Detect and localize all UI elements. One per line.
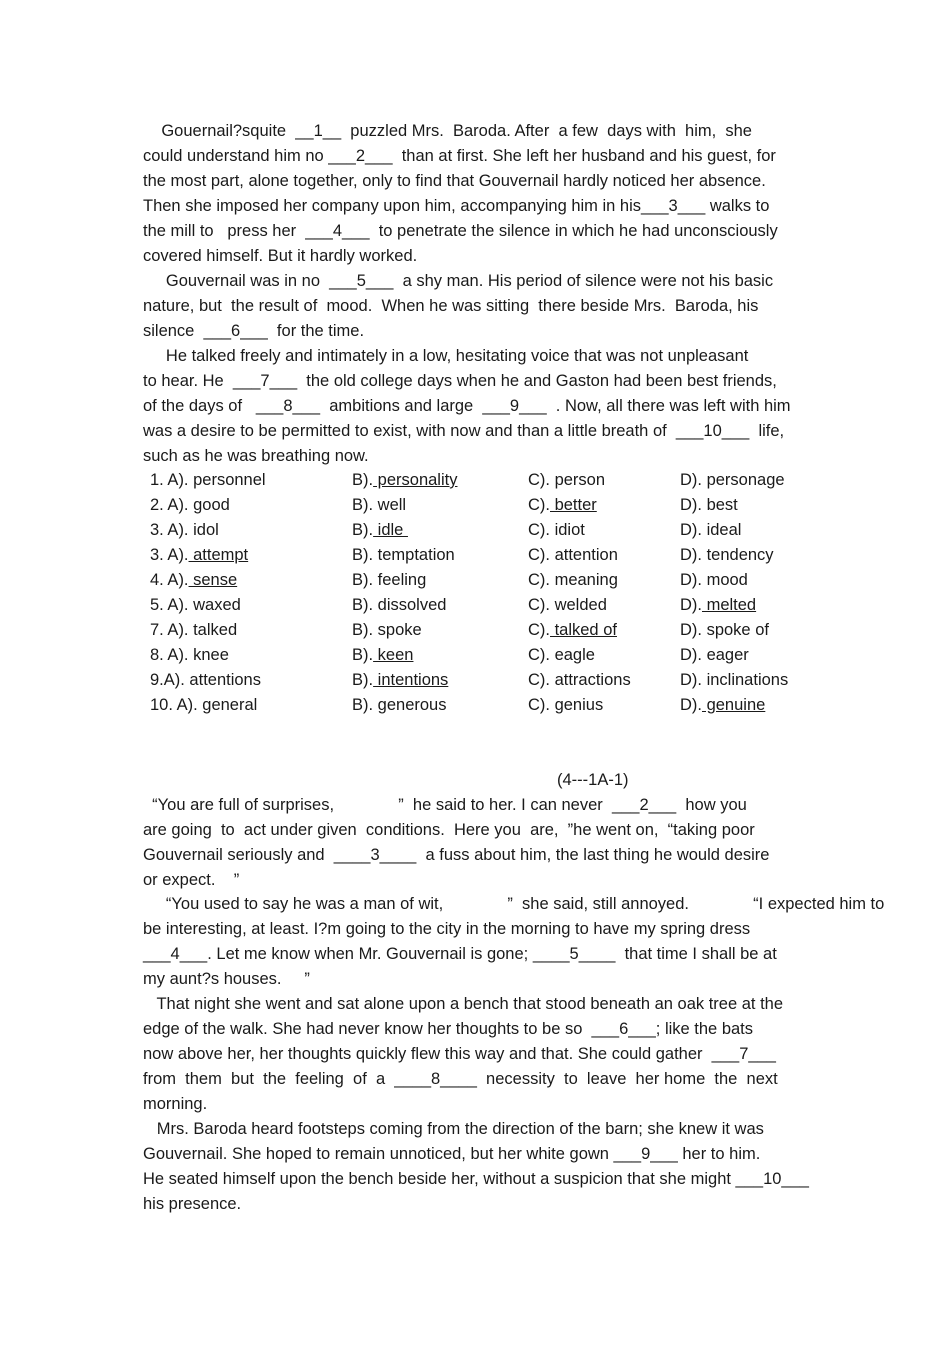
option-label: D). tendency — [680, 546, 774, 564]
option-label: B). — [352, 646, 374, 664]
option-d — [680, 695, 765, 715]
passage-2-line: Mrs. Baroda heard footsteps coming from the direction of the barn; she knew it was — [143, 1120, 764, 1138]
option-label: D). inclinations — [680, 671, 789, 689]
option-answer: melted — [702, 596, 757, 614]
option-b — [352, 620, 422, 640]
option-label: D). best — [680, 496, 738, 514]
option-label: D). eager — [680, 646, 749, 664]
passage-1-line: was a desire to be permitted to exist, with now and than a little breath of ___10___ life, — [143, 422, 785, 440]
passage-2-line: “You are full of surprises, ” he said to her. I can never ___2___ how you — [143, 796, 747, 814]
option-label: 1. A). personnel — [150, 471, 266, 489]
option-d — [680, 545, 774, 565]
option-label: 9.A). attentions — [150, 671, 261, 689]
option-num — [150, 570, 237, 590]
option-num — [150, 670, 261, 690]
passage-2-line: edge of the walk. She had never know her thoughts to be so ___6___; like the bats — [143, 1020, 754, 1038]
option-b — [352, 495, 406, 515]
option-label: 5. A). waxed — [150, 596, 241, 614]
option-c — [528, 520, 585, 540]
option-d — [680, 595, 756, 615]
passage-2-line: are going to act under given conditions. Here you are, ”he went on, “taking poor — [143, 821, 755, 839]
option-label: C). genius — [528, 696, 604, 714]
option-answer: intentions — [373, 671, 449, 689]
option-b — [352, 470, 457, 490]
passage-2-line: “You used to say he was a man of wit, ” she said, still annoyed. “I expected him to — [143, 895, 885, 913]
passage-2-line: Gouvernail. She hoped to remain unnoticed, but her white gown ___9___ her to him. — [143, 1145, 761, 1163]
option-label: C). — [528, 496, 550, 514]
option-label: C). attention — [528, 546, 618, 564]
option-label: B). dissolved — [352, 596, 447, 614]
option-c — [528, 470, 605, 490]
passage-1-line: Gouvernail was in no ___5___ a shy man. His period of silence were not his basic — [143, 272, 774, 290]
passage-2-line: Gouvernail seriously and ____3____ a fuss about him, the last thing he would desire — [143, 846, 770, 864]
option-c — [528, 620, 617, 640]
option-label: 3. A). — [150, 546, 189, 564]
option-b — [352, 595, 446, 615]
option-label: C). — [528, 621, 550, 639]
option-label: B). generous — [352, 696, 447, 714]
option-label: B). — [352, 471, 374, 489]
option-b — [352, 645, 413, 665]
option-num — [150, 545, 248, 565]
option-label: 3. A). idol — [150, 521, 219, 539]
passage-2-line: my aunt?s houses. ” — [143, 970, 310, 988]
passage-2-line: morning. — [143, 1095, 208, 1113]
option-label: D). mood — [680, 571, 748, 589]
passage-1-line: such as he was breathing now. — [143, 447, 369, 465]
option-b — [352, 520, 408, 540]
option-num — [150, 645, 229, 665]
option-c — [528, 495, 597, 515]
option-num — [150, 620, 237, 640]
option-label: C). eagle — [528, 646, 595, 664]
option-c — [528, 570, 618, 590]
option-num — [150, 695, 257, 715]
option-answer: keen — [373, 646, 414, 664]
passage-1-line: nature, but the result of mood. When he was sitting there beside Mrs. Baroda, his — [143, 297, 759, 315]
passage-1-line: covered himself. But it hardly worked. — [143, 247, 418, 265]
option-label: 4. A). — [150, 571, 189, 589]
passage-1-line: of the days of ___8___ ambitions and large ___9___ . Now, all there was left with him — [143, 397, 791, 415]
option-d — [680, 570, 748, 590]
option-label: B). well — [352, 496, 407, 514]
passage-1-line: Gouernail?squite __1__ puzzled Mrs. Baroda. After a few days with him, she — [143, 122, 752, 140]
passage-1-line: to hear. He ___7___ the old college days when he and Gaston had been best friends, — [143, 372, 777, 390]
option-label: B). spoke — [352, 621, 422, 639]
option-answer: personality — [373, 471, 458, 489]
option-label: C). idiot — [528, 521, 585, 539]
option-label: D). — [680, 596, 702, 614]
passage-2-line: ___4___. Let me know when Mr. Gouvernail is gone; ____5____ that time I shall be at — [143, 945, 777, 963]
option-label: D). — [680, 696, 702, 714]
option-d — [680, 670, 788, 690]
option-d — [680, 620, 769, 640]
option-label: B). — [352, 671, 374, 689]
passage-1-line: Then she imposed her company upon him, accompanying him in his___3___ walks to — [143, 197, 770, 215]
passage-2-line: That night she went and sat alone upon a bench that stood beneath an oak tree at the — [143, 995, 784, 1013]
option-label: B). feeling — [352, 571, 427, 589]
passage-1-line: the most part, alone together, only to find that Gouvernail hardly noticed her absence. — [143, 172, 766, 190]
passage-2-line: now above her, her thoughts quickly flew this way and that. She could gather ___7___ — [143, 1045, 776, 1063]
passage-1-line: could understand him no ___2___ than at first. She left her husband and his guest, for — [143, 147, 776, 165]
passage-2-line: or expect. ” — [143, 871, 240, 889]
option-label: D). ideal — [680, 521, 742, 539]
passage-2-line: He seated himself upon the bench beside her, without a suspicion that she might ___10___ — [143, 1170, 809, 1188]
option-label: 8. A). knee — [150, 646, 229, 664]
option-label: C). attractions — [528, 671, 631, 689]
option-b — [352, 695, 446, 715]
passage-2-line: be interesting, at least. I?m going to the city in the morning to have my spring dress — [143, 920, 751, 938]
option-label: D). personage — [680, 471, 785, 489]
option-c — [528, 695, 603, 715]
option-b — [352, 545, 455, 565]
option-d — [680, 495, 738, 515]
section-header: (4---1A-1) — [557, 771, 629, 789]
option-num — [150, 520, 219, 540]
option-d — [680, 470, 785, 490]
option-label: C). person — [528, 471, 606, 489]
option-label: 2. A). good — [150, 496, 230, 514]
option-label: D). spoke of — [680, 621, 769, 639]
option-num — [150, 495, 230, 515]
option-label: 7. A). talked — [150, 621, 238, 639]
option-answer: genuine — [702, 696, 766, 714]
option-label: C). welded — [528, 596, 607, 614]
option-d — [680, 520, 741, 540]
option-num — [150, 595, 241, 615]
option-label: C). meaning — [528, 571, 618, 589]
option-answer: better — [550, 496, 597, 514]
option-label: B). temptation — [352, 546, 455, 564]
option-answer: talked of — [550, 621, 617, 639]
option-answer: sense — [188, 571, 238, 589]
option-c — [528, 545, 618, 565]
option-num — [150, 470, 266, 490]
option-c — [528, 645, 595, 665]
option-b — [352, 670, 448, 690]
passage-1-line: the mill to press her ___4___ to penetrate the silence in which he had unconsciously — [143, 222, 778, 240]
option-label: 10. A). general — [150, 696, 258, 714]
option-label: B). — [352, 521, 374, 539]
passage-2-line: his presence. — [143, 1195, 242, 1213]
option-answer: attempt — [188, 546, 249, 564]
passage-1-line: He talked freely and intimately in a low, hesitating voice that was not unpleasant — [143, 347, 749, 365]
option-answer: idle — [373, 521, 408, 539]
passage-2-line: from them but the feeling of a ____8____ necessity to leave her home the next — [143, 1070, 778, 1088]
option-d — [680, 645, 749, 665]
option-c — [528, 595, 607, 615]
passage-1-line: silence ___6___ for the time. — [143, 322, 365, 340]
option-c — [528, 670, 631, 690]
option-b — [352, 570, 426, 590]
